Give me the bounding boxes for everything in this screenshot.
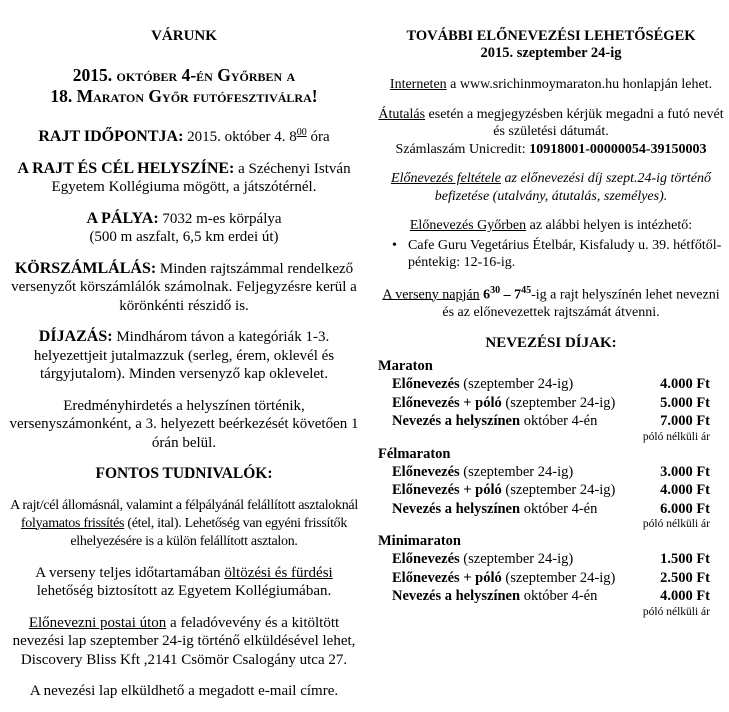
start-time (6, 124, 362, 147)
bank-account-number: 10918001-00000054-39150003 (529, 141, 707, 157)
fee-detail: (szeptember 24-ig) (501, 394, 616, 411)
fee-row (378, 481, 724, 500)
postal-entry (6, 614, 362, 670)
gyor-entry-label: Előnevezés Győrben (409, 218, 527, 233)
course-text: 7032 m-es körpálya (158, 210, 282, 227)
fee-price: 5.000 Ft (660, 394, 710, 411)
fee-detail: (szeptember 24-ig) (459, 463, 574, 480)
fee-row (378, 375, 724, 394)
fee-detail: (szeptember 24-ig) (459, 376, 574, 393)
important-title: FONTOS TUDNIVALÓK: (95, 465, 273, 482)
fee-category: Félmaraton (378, 445, 451, 462)
course-detail: (500 m aszfalt, 6,5 km erdei út) (89, 229, 279, 245)
venue-text: a Széchenyi István Egyetem Kollégiuma mögött, a játszótérnél. (51, 160, 351, 195)
transfer-info (378, 106, 724, 141)
venue (6, 160, 362, 197)
lap-counting-label: KÖRSZÁMLÁLÁS: (14, 259, 157, 277)
heading-line-2: 2015. szeptember 24-ig (480, 45, 622, 61)
left-column (6, 28, 362, 701)
fee-category: Maraton (378, 358, 433, 375)
refreshment-highlight: folyamatos frissítés (20, 515, 125, 531)
transfer-text: esetén a megjegyzésben kérjük megadni a futó nevét és születési dátumát. (425, 106, 724, 139)
postal-highlight: Előnevezni postai úton (28, 614, 167, 631)
entry-condition (378, 170, 724, 205)
fee-row (378, 587, 724, 606)
start-time-label: RAJT IDŐPONTJA: (38, 128, 184, 145)
race-day-entry (378, 282, 724, 322)
fee-note: póló nélküli ár (642, 518, 710, 531)
fee-note: póló nélküli ár (642, 430, 710, 443)
fee-price: 4.000 Ft (660, 376, 710, 393)
fee-note: póló nélküli ár (642, 605, 710, 618)
awards-label: DÍJAZÁS: (38, 328, 113, 345)
fee-price: 2.500 Ft (660, 569, 710, 586)
fee-label: Előnevezés (392, 376, 460, 393)
showers-pre: A verseny teljes időtartamában (35, 564, 225, 581)
internet-text: a www.srichinmoymaraton.hu honlapján lehet. (446, 77, 713, 92)
list-item: • Cafe Guru Vegetárius Ételbár, Kisfaludy u. 39. hétfőtől-péntekig: 12-16-ig. (378, 237, 724, 272)
course (6, 210, 362, 247)
fee-row (378, 412, 724, 431)
gyor-entry (378, 217, 724, 235)
fee-detail: (szeptember 24-ig) (501, 569, 616, 586)
fee-category: Minimaraton (378, 533, 461, 550)
race-day-end-min: 45 (521, 284, 532, 296)
fee-price: 1.500 Ft (660, 551, 710, 568)
event-headline (6, 65, 362, 107)
fee-detail: október 4-én (520, 588, 598, 605)
course-label: A PÁLYA: (86, 209, 159, 227)
right-column (378, 28, 724, 621)
refreshment-pre: A rajt/cél állomásnál, valamint a félpályánál felállított asztaloknál (10, 497, 358, 513)
start-time-value: 2015. október 4. 8 (183, 129, 297, 145)
refreshment-info (6, 497, 362, 551)
race-day-text: -ig a rajt helyszínén lehet nevezni és az előnevezettek rajtszámát átvenni. (442, 287, 720, 320)
refreshment-post: (étel, ital). Lehetőség van egyéni frissítők elhelyezésére is a külön felállított asztalon. (70, 515, 348, 549)
start-time-minutes: 00 (296, 127, 307, 138)
fee-price: 3.000 Ft (660, 463, 710, 480)
event-line-1: 2015. október 4-én Győrben a (72, 65, 296, 85)
showers-highlight: öltözési és fürdési (224, 564, 333, 581)
showers-info (6, 564, 362, 601)
fee-detail: (szeptember 24-ig) (501, 482, 616, 499)
more-entry-options-heading (378, 28, 724, 62)
lap-counting (6, 260, 362, 316)
fee-row (378, 394, 724, 413)
fee-row (378, 500, 724, 519)
fee-row (378, 550, 724, 569)
fee-price: 6.000 Ft (660, 500, 710, 517)
fees-title: NEVEZÉSI DÍJAK: (485, 335, 617, 352)
race-day-start-min: 30 (490, 284, 501, 296)
start-time-unit: óra (306, 129, 330, 145)
bank-account (378, 141, 724, 159)
lap-counting-text: Minden rajtszámmal rendelkező versenyzőt körszámlálók számolnak. Feljegyzésre kerül a körönkénti részidő is. (11, 260, 357, 314)
fee-label: Nevezés a helyszínen (392, 413, 521, 430)
awards (6, 328, 362, 384)
internet-entry (378, 76, 724, 94)
bank-account-label: Számlaszám Unicredit: (395, 141, 530, 157)
entry-condition-label: Előnevezés feltétele (391, 171, 502, 186)
fee-row (378, 569, 724, 588)
fee-label: Előnevezés + póló (392, 394, 502, 411)
fee-label: Előnevezés (392, 463, 460, 480)
results-announcement: Eredményhirdetés a helyszínen történik, versenyszámonként, a 3. helyezett beérkezését követően 1 órán belül. (9, 397, 359, 451)
showers-post: lehetőség biztosított az Egyetem Kollégiumában. (36, 583, 332, 599)
heading-line-1: TOVÁBBI ELŐNEVEZÉSI LEHETŐSÉGEK (406, 28, 696, 44)
race-day-end-hour: – 7 (500, 287, 522, 303)
fee-price: 7.000 Ft (660, 413, 710, 430)
race-day-label: A verseny napján (382, 287, 480, 303)
venue-label: A RAJT ÉS CÉL HELYSZÍNE: (17, 159, 235, 177)
fee-price: 4.000 Ft (660, 482, 710, 499)
transfer-label: Átutalás (378, 106, 426, 122)
fee-detail: (szeptember 24-ig) (459, 551, 574, 568)
fee-label: Előnevezés (392, 551, 460, 568)
gyor-entry-text: az alábbi helyen is intézhető: (526, 218, 693, 233)
internet-label: Interneten (389, 77, 447, 92)
awards-text: Mindhárom távon a kategóriák 1-3. helyezettjeit jutalmazzuk (serleg, érem, oklevél és tárgyjutalom). Minden versenyző kap oklevelet. (33, 329, 335, 382)
fees-table (378, 358, 724, 618)
fee-label: Nevezés a helyszínen (392, 588, 521, 605)
postal-text: a feladóvevény és a kitöltött nevezési lap szeptember 24-ig történő elküldésével lehet, Discovery Bliss Kft ,2141 Csömör Csalogány utca 27. (12, 614, 356, 668)
event-line-2: 18. Maraton Győr futófesztiválra! (50, 86, 318, 106)
race-day-start-hour: 6 (479, 287, 491, 303)
email-entry: A nevezési lap elküldhető a megadott e-mail címre. (29, 683, 339, 699)
fee-label: Előnevezés + póló (392, 482, 502, 499)
fee-label: Előnevezés + póló (392, 569, 502, 586)
fee-detail: október 4-én (520, 500, 598, 517)
welcome-title: VÁRUNK (151, 28, 217, 44)
fee-row (378, 463, 724, 482)
entry-locations (378, 237, 724, 272)
fee-price: 4.000 Ft (660, 588, 710, 605)
fee-detail: október 4-én (520, 413, 598, 430)
fee-label: Nevezés a helyszínen (392, 500, 521, 517)
entry-condition-text: az előnevezési díj szept.24-ig történő befizetése (utalvány, átutalás, személyes). (434, 171, 711, 204)
